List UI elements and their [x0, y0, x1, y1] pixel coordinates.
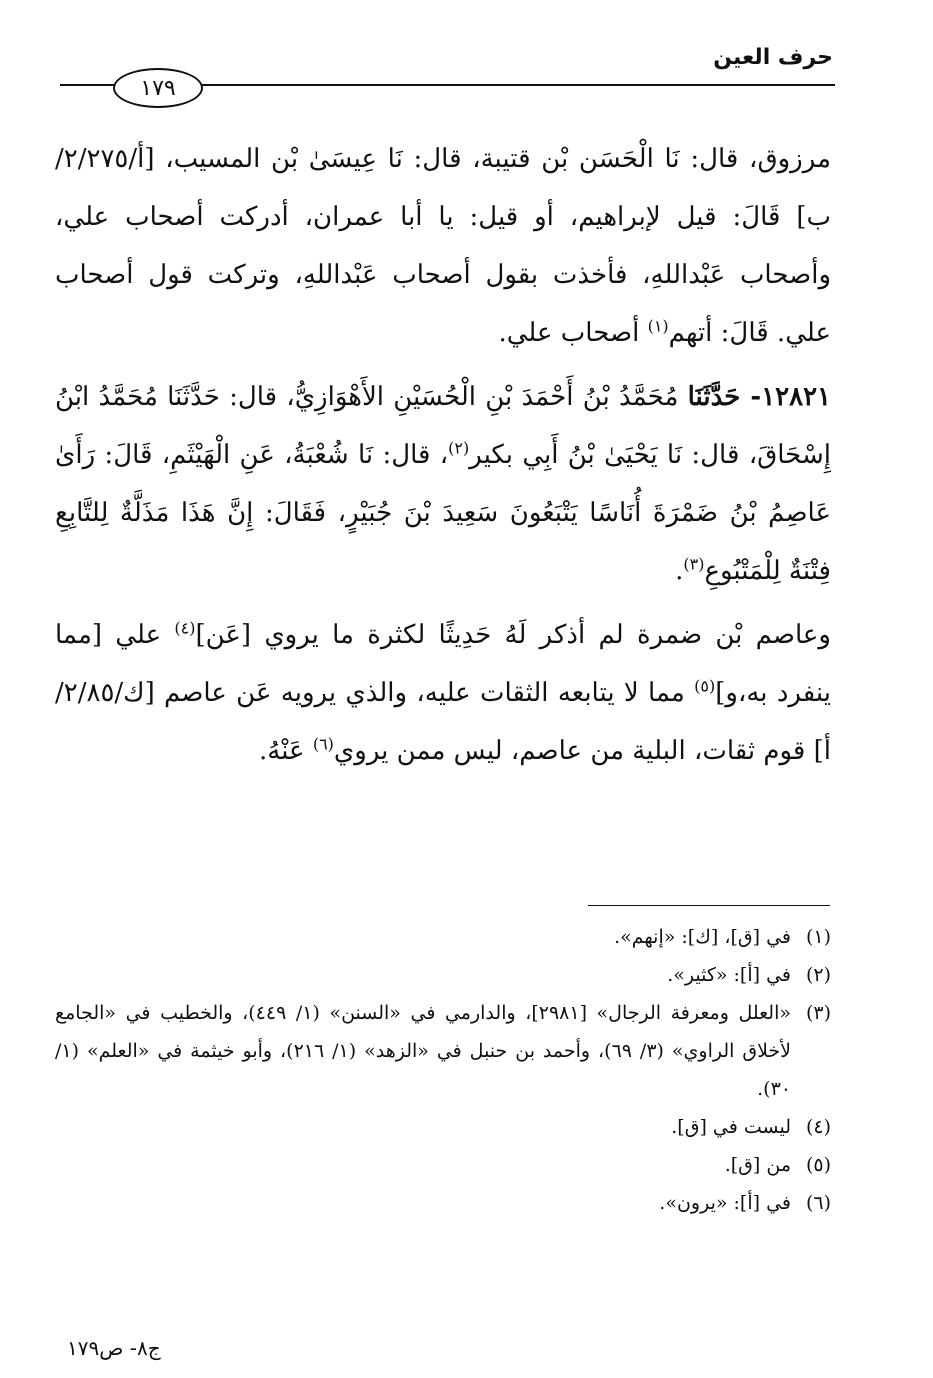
footnote-number: (٣) [805, 1002, 831, 1024]
paragraph-3-text-a: وعاصم بْن ضمرة لم أذكر لَهُ حَدِيثًا لكثرة ما يروي [عَن] [195, 620, 831, 650]
page-number-oval [113, 68, 203, 108]
footnote-ref-6: (٦) [312, 734, 334, 754]
footnote-number: (٥) [805, 1154, 831, 1176]
paragraph-1-text: مرزوق، قال: نَا الْحَسَن بْن قتيبة، قال: نَا عِيسَىٰ بْن المسيب، [أ/٢/٢٧٥/ب] قَالَ: قيل لإبراهيم، أو قيل: يا أبا عمران، أدركت أصحاب علي، وأصحاب عَبْداللهِ، فأخذت بقول أصحاب عَبْداللهِ، وتركت قول أصحاب علي. قَالَ: أتهم [55, 144, 831, 348]
running-head: حرف العين [713, 45, 833, 70]
footnote-number: (٢) [805, 964, 831, 986]
hadith-number: ١٢٨٢١- [740, 382, 832, 412]
footnote-separator [588, 905, 830, 906]
footnote-ref-5: (٥) [694, 676, 716, 696]
footnote-text: في [ق]، [ك]: «إنهم». [614, 926, 791, 948]
hadith-text-a: مُحَمَّدُ بْنُ أَحْمَدَ بْنِ الْحُسَيْنِ الأَهْوَازِيُّ، قال: حَدَّثَنَا مُحَمَّدُ ابْنُ إِسْحَاقَ، قال: نَا يَحْيَىٰ بْنُ أَبِي بكير [55, 382, 831, 470]
page-number: ١٧٩ [140, 75, 176, 101]
hadith-end: . [675, 556, 684, 586]
footnote-item [55, 1108, 831, 1146]
volume-page-reference: ج٨- ص١٧٩ [67, 1336, 161, 1360]
footnote-ref-1: (١) [647, 316, 669, 336]
paragraph-3-text-c: مما لا يتابعه الثقات عليه، والذي يرويه عَن عاصم [ك/٢/٨٥/أ] قوم ثقات، البلية من عاصم، ليس ممن يروي [55, 678, 831, 766]
footnote-text: في [أ]: «يرون». [659, 1192, 791, 1214]
body-text [55, 130, 831, 780]
footnote-item [55, 1184, 831, 1222]
footnote-text: في [أ]: «كثير». [667, 964, 791, 986]
footnote-text: ليست في [ق]. [671, 1116, 791, 1138]
footnote-item [55, 1146, 831, 1184]
paragraph-3-text-d: عَنْهُ. [258, 736, 313, 766]
footnote-text: «العلل ومعرفة الرجال» [٢٩٨١]، والدارمي في «السنن» (١/ ٤٤٩)، والخطيب في «الجامع لأخلاق الراوي» (٣/ ٦٩)، وأحمد بن حنبل في «الزهد» (١/ ٢١٦)، وأبو خيثمة في «العلم» (١/ ٣٠). [55, 1002, 791, 1100]
footnote-item [55, 956, 831, 994]
paragraph-1 [55, 130, 831, 362]
paragraph-1-end: أصحاب علي. [498, 318, 648, 348]
footnote-number: (١) [805, 926, 831, 948]
footnotes [55, 918, 831, 1222]
footnote-number: (٦) [805, 1192, 831, 1214]
paragraph-3-text-b: علي [مما ينفرد به،و] [55, 620, 831, 708]
footnote-ref-3: (٣) [683, 554, 705, 574]
paragraph-3 [55, 606, 831, 780]
footnote-number: (٤) [805, 1116, 831, 1138]
haddathana-word: حَدَّثَنَا [687, 382, 741, 412]
hadith-paragraph [55, 368, 831, 600]
footnote-item [55, 994, 831, 1108]
footnote-text: من [ق]. [724, 1154, 791, 1176]
footnote-ref-4: (٤) [174, 618, 196, 638]
hadith-text-b: ، قال: نَا شُعْبَةُ، عَنِ الْهَيْثَمِ، قَالَ: رَأَىٰ عَاصِمُ بْنُ ضَمْرَةَ أُنَاسًا يَتْبَعُونَ سَعِيدَ بْنَ جُبَيْرٍ، فَقَالَ: إِنَّ هَذَا مَذَلَّةٌ لِلتَّابِعِ فِتْنَةٌ لِلْمَتْبُوعِ [55, 440, 831, 586]
footnote-item [55, 918, 831, 956]
footnote-ref-2: (٢) [448, 438, 470, 458]
